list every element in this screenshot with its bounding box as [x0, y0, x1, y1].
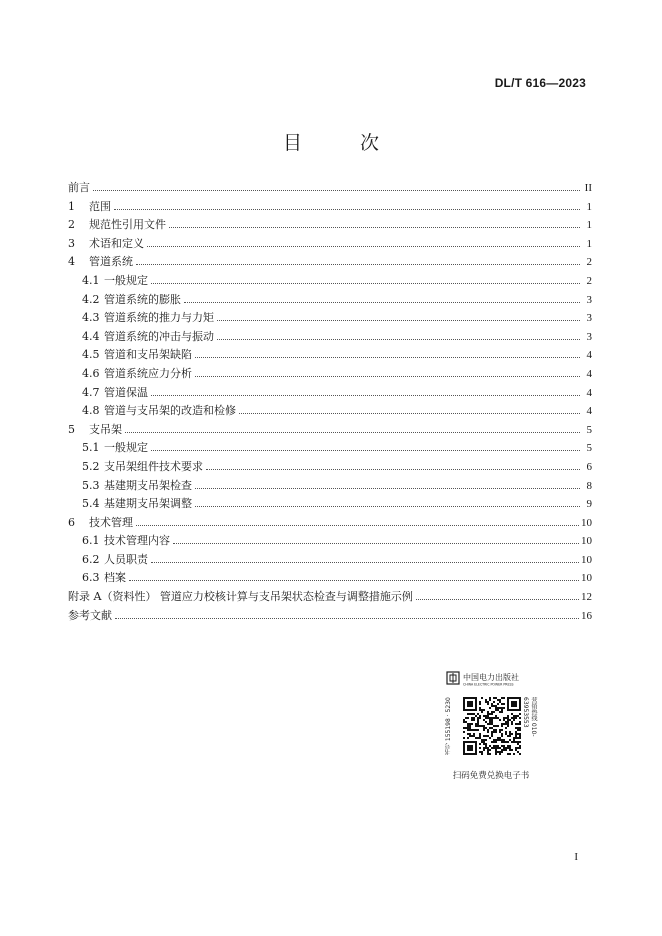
toc-entry-number: 2: [68, 218, 75, 232]
toc-leader-dots: [93, 190, 580, 191]
toc-entry[interactable]: [68, 458, 592, 477]
toc-entry-title: 管道系统的推力与力矩: [104, 311, 214, 325]
toc-entry-title: 管道系统应力分析: [104, 366, 192, 380]
toc-entry-number: 6: [68, 515, 75, 529]
toc-entry-page: 3: [586, 293, 592, 306]
toc-entry-page: 5: [586, 423, 592, 436]
toc-entry-page: 5: [586, 442, 592, 455]
qr-code[interactable]: [463, 697, 521, 755]
toc-entry[interactable]: [68, 421, 592, 440]
toc-entry-number: 4.8: [82, 404, 100, 418]
qr-left-text: 书号 155198 · 5230: [445, 697, 452, 755]
table-of-contents: [68, 179, 592, 625]
toc-entry-number: 1: [68, 199, 75, 213]
toc-entry[interactable]: [68, 514, 592, 533]
toc-entry[interactable]: [68, 198, 592, 217]
toc-entry-title: 管道系统: [89, 255, 133, 269]
toc-entry-number: 5.3: [82, 478, 100, 492]
toc-entry-title: 参考文献: [68, 608, 112, 622]
toc-leader-dots: [217, 320, 580, 321]
toc-entry[interactable]: [68, 532, 592, 551]
toc-entry[interactable]: [68, 477, 592, 496]
toc-entry[interactable]: [68, 569, 592, 588]
toc-entry-title: 前言: [68, 181, 90, 194]
toc-entry-page: 2: [586, 274, 592, 287]
toc-entry-title: 规范性引用文件: [89, 218, 166, 232]
toc-leader-dots: [195, 506, 580, 507]
toc-entry[interactable]: [68, 346, 592, 365]
toc-entry-page: II: [584, 182, 592, 194]
qr-card: [436, 671, 546, 787]
toc-leader-dots: [239, 413, 580, 414]
toc-entry-number: 3: [68, 236, 75, 250]
svg-text:CHINA ELECTRIC POWER PRESS: CHINA ELECTRIC POWER PRESS: [463, 682, 514, 687]
toc-entry[interactable]: [68, 291, 592, 310]
toc-entry-number: 6.1: [82, 534, 100, 548]
toc-leader-dots: [114, 209, 580, 210]
toc-entry-page: 4: [586, 349, 592, 362]
toc-entry[interactable]: [68, 439, 592, 458]
toc-entry-number: 4.3: [82, 311, 100, 325]
toc-entry-number: 6.2: [82, 552, 100, 566]
toc-entry-page: 10: [581, 553, 592, 566]
toc-entry-page: 1: [586, 219, 592, 232]
toc-leader-dots: [195, 488, 580, 489]
toc-leader-dots: [115, 618, 579, 619]
toc-entry-number: 4.4: [82, 329, 100, 343]
toc-entry-page: 3: [586, 312, 592, 325]
toc-entry-number: 5.4: [82, 497, 100, 511]
toc-entry-number: 5.2: [82, 459, 100, 473]
toc-leader-dots: [151, 562, 579, 563]
toc-entry-title: 支吊架: [89, 422, 122, 436]
toc-entry-page: 10: [581, 572, 592, 585]
toc-entry-title: 附录 A（资料性） 管道应力校核计算与支吊架状态检查与调整措施示例: [68, 590, 413, 604]
toc-entry-number: 4.2: [82, 292, 100, 306]
standard-code: DL/T 616—2023: [494, 76, 586, 90]
toc-leader-dots: [147, 246, 580, 247]
toc-entry-number: 5: [68, 422, 75, 436]
toc-entry-page: 1: [586, 200, 592, 213]
svg-text:中国电力出版社: 中国电力出版社: [463, 673, 519, 682]
toc-leader-dots: [206, 469, 580, 470]
toc-entry-page: 16: [581, 609, 592, 622]
toc-entry-title: 人员职责: [104, 552, 148, 566]
toc-leader-dots: [169, 227, 580, 228]
toc-entry-page: 12: [581, 591, 592, 604]
publisher-logo: [446, 671, 536, 687]
toc-entry-page: 4: [586, 405, 592, 418]
toc-entry[interactable]: [68, 235, 592, 254]
page-title: 目 次: [282, 132, 406, 154]
toc-entry-number: 4.5: [82, 348, 100, 362]
toc-entry[interactable]: [68, 365, 592, 384]
toc-entry-number: 4.7: [82, 385, 100, 399]
toc-entry-title: 支吊架组件技术要求: [104, 459, 203, 473]
toc-entry-title: 档案: [104, 571, 126, 585]
toc-entry-title: 管道与支吊架的改造和检修: [104, 404, 236, 418]
toc-leader-dots: [151, 450, 580, 451]
toc-entry-number: 6.3: [82, 571, 100, 585]
toc-leader-dots: [416, 599, 579, 600]
toc-entry-title: 管道保温: [104, 385, 148, 399]
toc-entry[interactable]: [68, 607, 592, 626]
toc-entry[interactable]: [68, 551, 592, 570]
toc-entry-title: 管道和支吊架缺陷: [104, 348, 192, 362]
toc-leader-dots: [217, 339, 580, 340]
toc-entry-title: 技术管理: [89, 515, 133, 529]
toc-leader-dots: [129, 580, 579, 581]
toc-leader-dots: [125, 432, 580, 433]
toc-entry-page: 9: [586, 498, 592, 511]
qr-right-text: 营销热线 010-63953553: [522, 697, 537, 737]
toc-entry-title: 技术管理内容: [104, 534, 170, 548]
toc-entry[interactable]: [68, 179, 592, 198]
toc-entry-title: 范围: [89, 199, 111, 213]
toc-entry-page: 2: [586, 256, 592, 269]
toc-leader-dots: [136, 525, 579, 526]
toc-entry-page: 10: [581, 535, 592, 548]
toc-entry-title: 术语和定义: [89, 236, 144, 250]
toc-entry[interactable]: [68, 272, 592, 291]
toc-entry-page: 10: [581, 516, 592, 529]
toc-entry-title: 管道系统的膨胀: [104, 292, 181, 306]
toc-entry-title: 一般规定: [104, 273, 148, 287]
toc-entry[interactable]: [68, 309, 592, 328]
toc-entry-page: 1: [586, 237, 592, 250]
toc-entry-title: 一般规定: [104, 441, 148, 455]
toc-entry[interactable]: [68, 328, 592, 347]
toc-leader-dots: [136, 264, 580, 265]
toc-entry-page: 8: [586, 479, 592, 492]
toc-entry-page: 4: [586, 367, 592, 380]
toc-leader-dots: [173, 543, 579, 544]
toc-leader-dots: [151, 283, 580, 284]
qr-caption: 扫码免费兑换电子书: [452, 771, 530, 781]
toc-entry[interactable]: [68, 384, 592, 403]
toc-entry[interactable]: [68, 216, 592, 235]
page-number: I: [574, 851, 578, 863]
toc-leader-dots: [195, 376, 580, 377]
toc-entry-number: 4: [68, 255, 75, 269]
toc-entry-number: 5.1: [82, 441, 100, 455]
toc-entry-page: 4: [586, 386, 592, 399]
toc-leader-dots: [151, 395, 580, 396]
toc-leader-dots: [184, 302, 580, 303]
toc-entry-title: 基建期支吊架调整: [104, 497, 192, 511]
toc-leader-dots: [195, 357, 580, 358]
toc-entry-number: 4.1: [82, 273, 100, 287]
toc-entry-page: 3: [586, 330, 592, 343]
toc-entry-title: 管道系统的冲击与振动: [104, 329, 214, 343]
toc-entry[interactable]: [68, 402, 592, 421]
toc-entry[interactable]: [68, 495, 592, 514]
toc-entry-number: 4.6: [82, 366, 100, 380]
toc-entry[interactable]: [68, 253, 592, 272]
toc-entry[interactable]: [68, 588, 592, 607]
toc-entry-page: 6: [586, 460, 592, 473]
toc-entry-title: 基建期支吊架检查: [104, 478, 192, 492]
